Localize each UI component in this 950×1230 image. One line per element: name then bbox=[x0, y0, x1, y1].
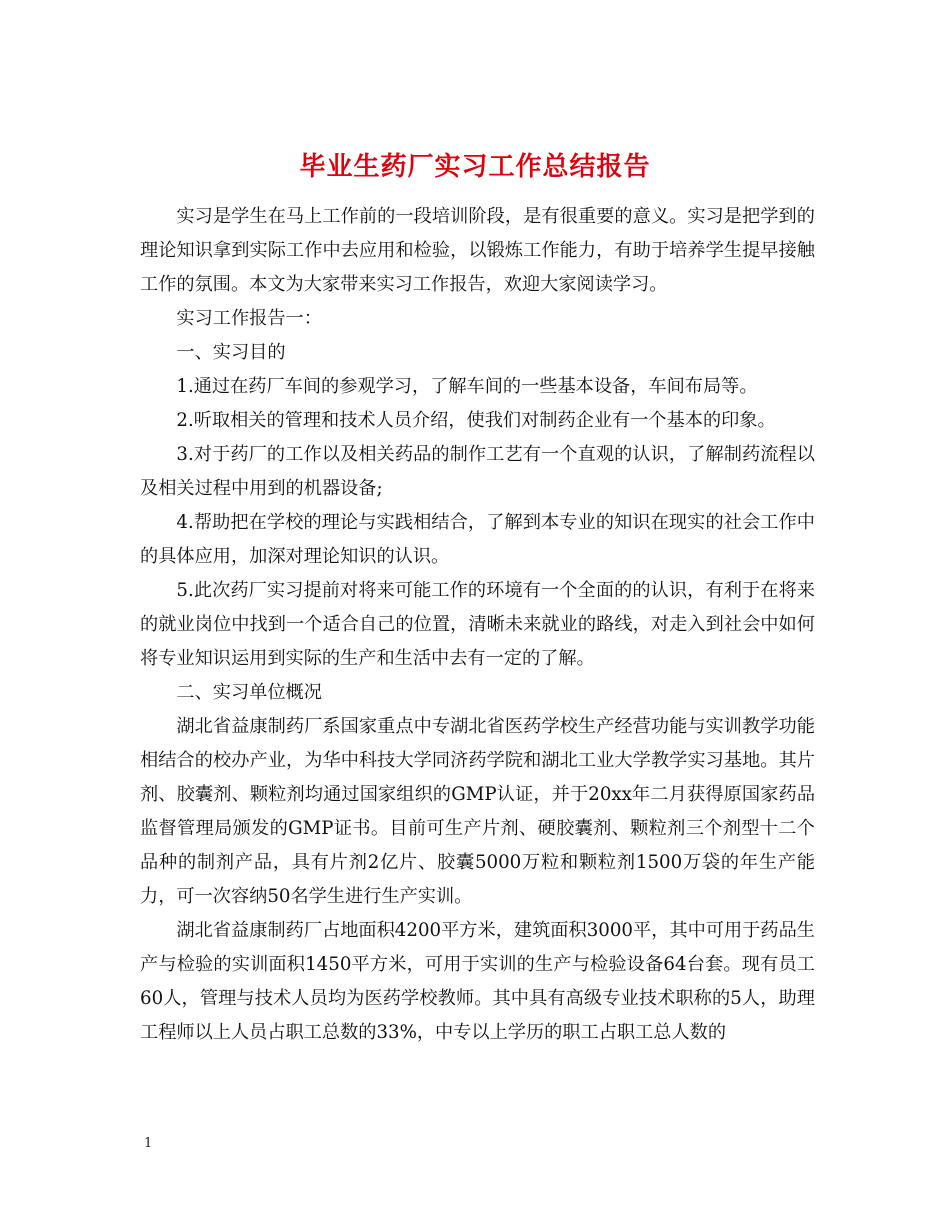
paragraph-intro: 实习是学生在马上工作前的一段培训阶段，是有很重要的意义。实习是把学到的理论知识拿到实际工作中去应用和检验，以锻炼工作能力，有助于培养学生提早接触工作的氛围。本文为大家带来实习工作报告，欢迎大家阅读学习。 bbox=[140, 206, 815, 295]
paragraph-report-heading: 实习工作报告一： bbox=[176, 308, 322, 329]
paragraph-overview-2: 湖北省益康制药厂占地面积4200平方米，建筑面积3000平，其中可用于药品生产与检验的实训面积1450平方米，可用于实训的生产与检验设备64台套。现有员工60人，管理与技术人员均为医药学校教师。其中具有高级专业技术职称的5人，助理工程师以上人员占职工总数的33%，中专以上学历的职工占职工总人数的 bbox=[140, 920, 815, 1043]
section-heading-overview: 二、实习单位概况 bbox=[176, 682, 322, 703]
paragraph-purpose-5: 5.此次药厂实习提前对将来可能工作的环境有一个全面的的认识，有利于在将来的就业岗位中找到一个适合自己的位置，清晰未来就业的路线，对走入到社会中如何将专业知识运用到实际的生产和生活中去有一定的了解。 bbox=[140, 580, 815, 669]
document-body bbox=[140, 200, 815, 1050]
paragraph-purpose-1: 1.通过在药厂车间的参观学习，了解车间的一些基本设备，车间布局等。 bbox=[176, 376, 758, 397]
section-heading-purpose: 一、实习目的 bbox=[176, 342, 286, 363]
paragraph-overview-1: 湖北省益康制药厂系国家重点中专湖北省医药学校生产经营功能与实训教学功能相结合的校办产业，为华中科技大学同济药学院和湖北工业大学教学实习基地。其片剂、胶囊剂、颗粒剂均通过国家组织的GMP认证，并于20xx年二月获得原国家药品监督管理局颁发的GMP证书。目前可生产片剂、硬胶囊剂、颗粒剂三个剂型十二个品种的制剂产品，具有片剂2亿片、胶囊5000万粒和颗粒剂1500万袋的年生产能力，可一次容纳50名学生进行生产实训。 bbox=[140, 716, 815, 907]
document-title: 毕业生药厂实习工作总结报告 bbox=[299, 152, 651, 183]
page-number: 1 bbox=[144, 1136, 153, 1151]
paragraph-purpose-4: 4.帮助把在学校的理论与实践相结合，了解到本专业的知识在现实的社会工作中的具体应用，加深对理论知识的认识。 bbox=[140, 512, 815, 567]
paragraph-purpose-2: 2.听取相关的管理和技术人员介绍，使我们对制药企业有一个基本的印象。 bbox=[176, 410, 776, 431]
paragraph-purpose-3: 3.对于药厂的工作以及相关药品的制作工艺有一个直观的认识，了解制药流程以及相关过程中用到的机器设备; bbox=[140, 444, 815, 499]
